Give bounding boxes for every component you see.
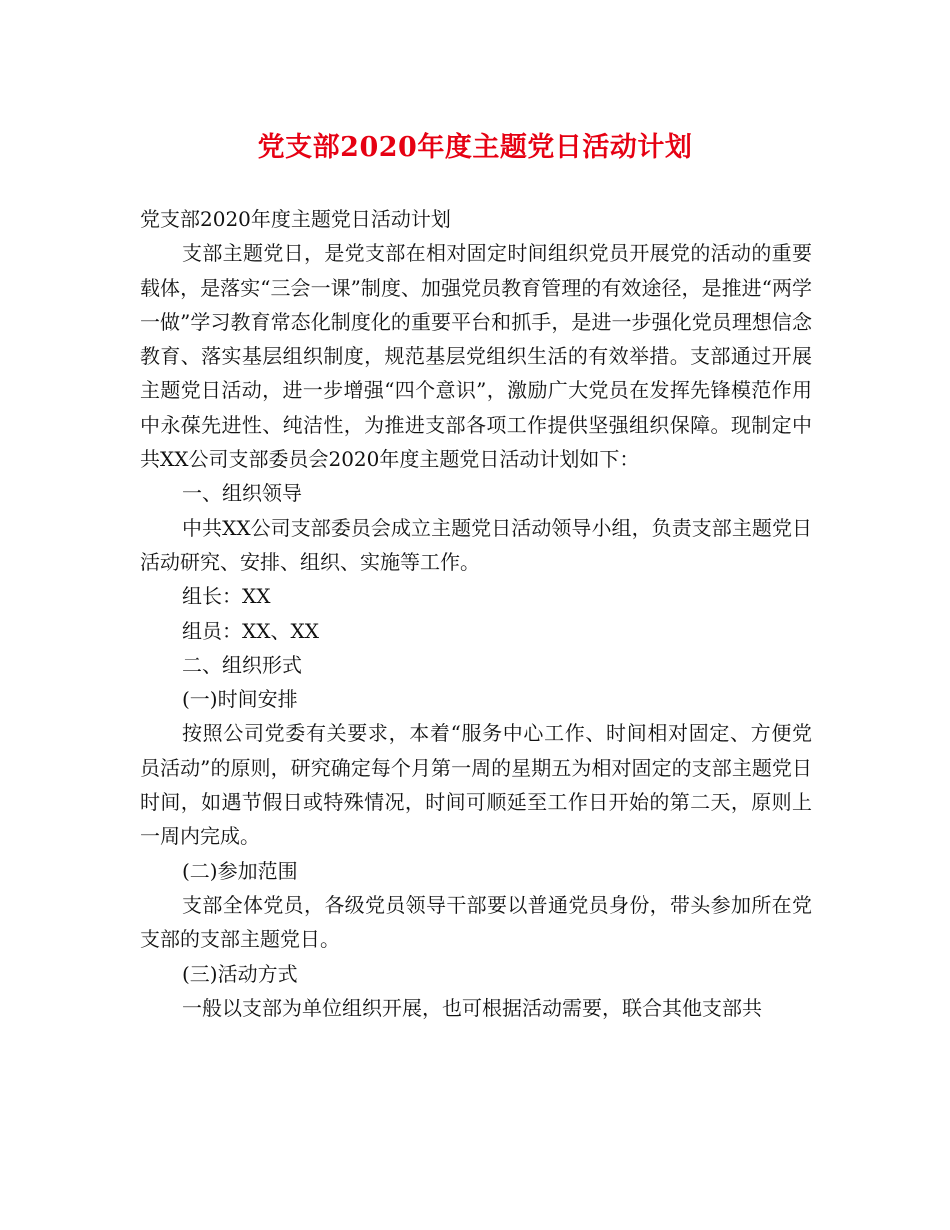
- paragraph-group-leader: 组长：XX: [182, 584, 271, 609]
- subsection-heading-schedule: (一)时间安排: [182, 687, 298, 712]
- document-body: [140, 202, 812, 1025]
- paragraph-schedule: 按照公司党委有关要求，本着“服务中心工作、时间相对固定、方便党员活动”的原则，研究确定每个月第一周的星期五为相对固定的支部主题党日时间，如遇节假日或特殊情况，时间可顺延至工作日开始的第二天，原则上一周内完成。: [140, 721, 812, 849]
- paragraph-scope: 支部全体党员，各级党员领导干部要以普通党员身份，带头参加所在党支部的支部主题党日。: [140, 892, 812, 952]
- paragraph-leadership-group: 中共XX公司支部委员会成立主题党日活动领导小组，负责支部主题党日活动研究、安排、组织、实施等工作。: [140, 515, 812, 574]
- paragraph-group-members: 组员：XX、XX: [182, 618, 319, 643]
- paragraph-activity-method: 一般以支部为单位组织开展，也可根据活动需要，联合其他支部共: [182, 995, 762, 1020]
- paragraph-intro: 支部主题党日，是党支部在相对固定时间组织党员开展党的活动的重要载体，是落实“三会一课”制度、加强党员教育管理的有效途径，是推进“两学一做”学习教育常态化制度化的重要平台和抓手，是进一步强化党员理想信念教育、落实基层组织制度，规范基层党组织生活的有效举措。支部通过开展主题党日活动，进一步增强“四个意识”，激励广大党员在发挥先锋模范作用中永葆先进性、纯洁性，为推进支部各项工作提供坚强组织保障。现制定中共XX公司支部委员会2020年度主题党日活动计划如下：: [140, 241, 812, 472]
- subsection-heading-activity-method: (三)活动方式: [182, 961, 298, 986]
- paragraph-subtitle: 党支部2020年度主题党日活动计划: [140, 207, 451, 231]
- subsection-heading-scope: (二)参加范围: [182, 858, 298, 883]
- document-title: 党支部2020年度主题党日活动计划: [257, 132, 693, 163]
- section-heading-organization-form: 二、组织形式: [182, 652, 302, 677]
- section-heading-organization-leadership: 一、组织领导: [182, 481, 302, 506]
